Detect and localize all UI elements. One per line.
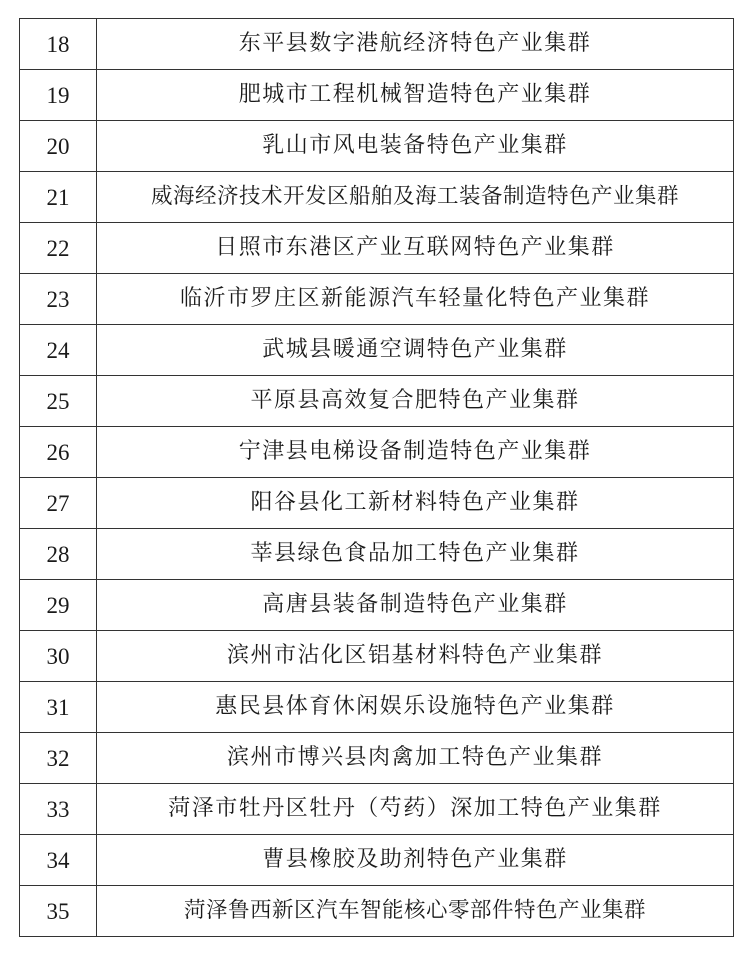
table-row [20,733,734,784]
table-row [20,427,734,478]
watermark-mark [723,935,745,949]
row-number: 24 [20,325,97,376]
table-row [20,376,734,427]
row-number: 20 [20,121,97,172]
row-number: 19 [20,70,97,121]
table-row [20,886,734,937]
table-row [20,631,734,682]
cluster-name: 威海经济技术开发区船舶及海工装备制造特色产业集群 [97,172,734,223]
row-number: 25 [20,376,97,427]
cluster-name: 阳谷县化工新材料特色产业集群 [97,478,734,529]
table-row [20,478,734,529]
table-row [20,784,734,835]
table-row [20,223,734,274]
row-number: 29 [20,580,97,631]
cluster-name: 高唐县装备制造特色产业集群 [97,580,734,631]
table-row [20,121,734,172]
cluster-name: 惠民县体育休闲娱乐设施特色产业集群 [97,682,734,733]
cluster-name: 滨州市沾化区铝基材料特色产业集群 [97,631,734,682]
table-row [20,172,734,223]
cluster-name: 曹县橡胶及助剂特色产业集群 [97,835,734,886]
cluster-name: 莘县绿色食品加工特色产业集群 [97,529,734,580]
row-number: 33 [20,784,97,835]
cluster-table-body [20,19,734,937]
cluster-name: 临沂市罗庄区新能源汽车轻量化特色产业集群 [97,274,734,325]
table-row [20,682,734,733]
row-number: 27 [20,478,97,529]
row-number: 34 [20,835,97,886]
cluster-name: 平原县高效复合肥特色产业集群 [97,376,734,427]
table-row [20,835,734,886]
table-row [20,274,734,325]
row-number: 22 [20,223,97,274]
row-number: 21 [20,172,97,223]
row-number: 31 [20,682,97,733]
row-number: 35 [20,886,97,937]
cluster-name: 肥城市工程机械智造特色产业集群 [97,70,734,121]
table-row [20,19,734,70]
table-row [20,580,734,631]
table-row [20,325,734,376]
cluster-name: 武城县暖通空调特色产业集群 [97,325,734,376]
row-number: 28 [20,529,97,580]
row-number: 23 [20,274,97,325]
cluster-name: 菏泽市牡丹区牡丹（芍药）深加工特色产业集群 [97,784,734,835]
cluster-name: 宁津县电梯设备制造特色产业集群 [97,427,734,478]
cluster-name: 乳山市风电装备特色产业集群 [97,121,734,172]
table-row [20,529,734,580]
cluster-name: 日照市东港区产业互联网特色产业集群 [97,223,734,274]
row-number: 30 [20,631,97,682]
row-number: 18 [20,19,97,70]
cluster-name: 菏泽鲁西新区汽车智能核心零部件特色产业集群 [97,886,734,937]
cluster-table [19,18,734,937]
cluster-name: 东平县数字港航经济特色产业集群 [97,19,734,70]
table-row [20,70,734,121]
cluster-table-container [19,18,734,937]
row-number: 32 [20,733,97,784]
row-number: 26 [20,427,97,478]
cluster-name: 滨州市博兴县肉禽加工特色产业集群 [97,733,734,784]
